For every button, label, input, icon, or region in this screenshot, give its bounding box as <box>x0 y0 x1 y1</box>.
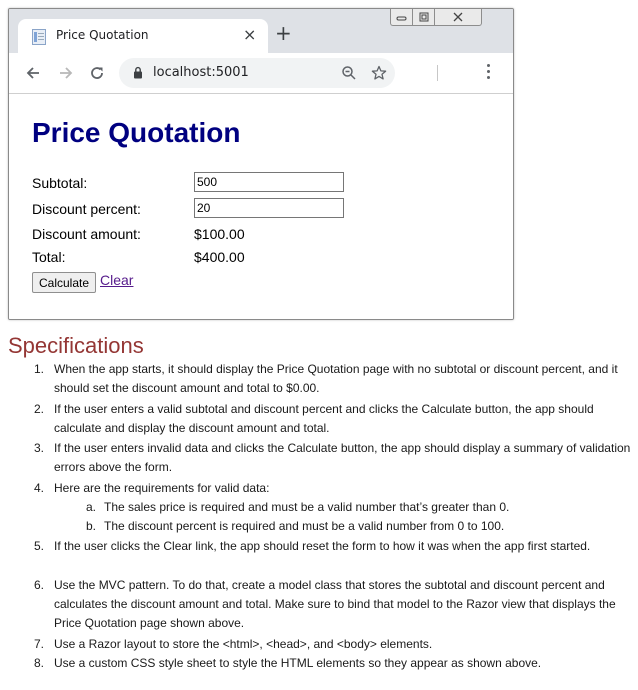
back-arrow-icon[interactable] <box>25 65 41 81</box>
spec-item-6 <box>34 576 632 633</box>
calculate-button[interactable]: Calculate <box>32 272 96 293</box>
bookmark-star-icon[interactable] <box>371 65 387 81</box>
spec-item-text: Use the MVC pattern. To do that, create a model class that stores the subtotal and discount percent and calculates the discount amount and total. Make sure to bind that model to the Razor view that displays the Price Quotation page shown above. <box>54 578 616 630</box>
menu-icon[interactable] <box>487 64 491 82</box>
spec-item-text: Use a custom CSS style sheet to style the HTML elements so they appear as shown above. <box>54 656 542 670</box>
spec-item-number: 3. <box>34 441 45 455</box>
browser-toolbar <box>9 53 513 94</box>
spec-item-number: 5. <box>34 539 45 553</box>
toolbar-separator <box>437 65 438 81</box>
tab-close-icon[interactable]: × <box>243 25 257 44</box>
spec-item-3 <box>34 439 632 477</box>
reload-icon[interactable] <box>89 65 105 81</box>
spec-item-number: 6. <box>34 578 45 592</box>
subtotal-label: Subtotal: <box>32 175 88 191</box>
subtotal-input[interactable] <box>194 172 344 192</box>
page-favicon-icon <box>32 29 46 45</box>
spec-subitem-b <box>86 517 505 536</box>
spec-item-text: If the user clicks the Clear link, the app should reset the form to how it was when the app first started. <box>54 539 591 553</box>
specifications-heading: Specifications <box>8 333 144 358</box>
spec-item-1 <box>34 360 632 398</box>
lock-icon <box>133 66 143 79</box>
maximize-icon <box>419 12 429 22</box>
spec-item-number: 4. <box>34 481 45 495</box>
page-title: Price Quotation <box>32 117 241 148</box>
new-tab-icon[interactable]: + <box>275 21 292 45</box>
minimize-icon <box>396 13 407 21</box>
spec-subitem-letter: b. <box>86 519 97 533</box>
tab-strip <box>9 9 513 53</box>
window-close-button[interactable] <box>435 9 482 26</box>
forward-arrow-icon[interactable] <box>58 65 74 81</box>
total-label: Total: <box>32 249 66 265</box>
spec-item-text: When the app starts, it should display the Price Quotation page with no subtotal or discount percent, and it should set the discount amount and total to $0.00. <box>54 362 618 395</box>
spec-subitem-text: The discount percent is required and must be a valid number from 0 to 100. <box>104 519 505 533</box>
total-value: $400.00 <box>194 249 245 265</box>
discount-amount-label: Discount amount: <box>32 226 141 242</box>
spec-item-number: 8. <box>34 656 45 670</box>
spec-item-text: If the user enters invalid data and clicks the Calculate button, the app should display a summary of validation errors above the form. <box>54 441 631 474</box>
browser-window <box>8 8 514 320</box>
spec-item-4 <box>34 479 632 498</box>
spec-item-number: 7. <box>34 637 45 651</box>
spec-item-text: Use a Razor layout to store the <html>, <head>, and <body> elements. <box>54 637 433 651</box>
page-content <box>9 94 513 319</box>
minimize-button[interactable] <box>390 9 413 26</box>
browser-tab[interactable] <box>18 19 268 53</box>
discount-percent-label: Discount percent: <box>32 201 141 217</box>
zoom-icon[interactable] <box>341 65 357 81</box>
window-controls <box>390 9 482 27</box>
spec-item-7 <box>34 635 632 654</box>
spec-item-number: 1. <box>34 362 45 376</box>
spec-item-text: If the user enters a valid subtotal and discount percent and clicks the Calculate button, the app should calculate and display the discount amount and total. <box>54 402 594 435</box>
spec-item-5 <box>34 537 632 556</box>
spec-subitem-text: The sales price is required and must be a valid number that’s greater than 0. <box>104 500 510 514</box>
address-bar[interactable] <box>119 58 395 88</box>
spec-item-2 <box>34 400 632 438</box>
spec-subitem-letter: a. <box>86 500 97 514</box>
tab-title: Price Quotation <box>56 28 149 42</box>
spec-item-number: 2. <box>34 402 45 416</box>
maximize-button[interactable] <box>413 9 435 26</box>
discount-amount-value: $100.00 <box>194 226 245 242</box>
clear-link[interactable]: Clear <box>100 272 134 288</box>
spec-subitem-a <box>86 498 510 517</box>
spec-item-8 <box>34 654 632 673</box>
spec-item-text: Here are the requirements for valid data: <box>54 481 270 495</box>
url-text: localhost:5001 <box>153 65 249 80</box>
window-close-icon <box>452 12 464 22</box>
discount-percent-input[interactable] <box>194 198 344 218</box>
